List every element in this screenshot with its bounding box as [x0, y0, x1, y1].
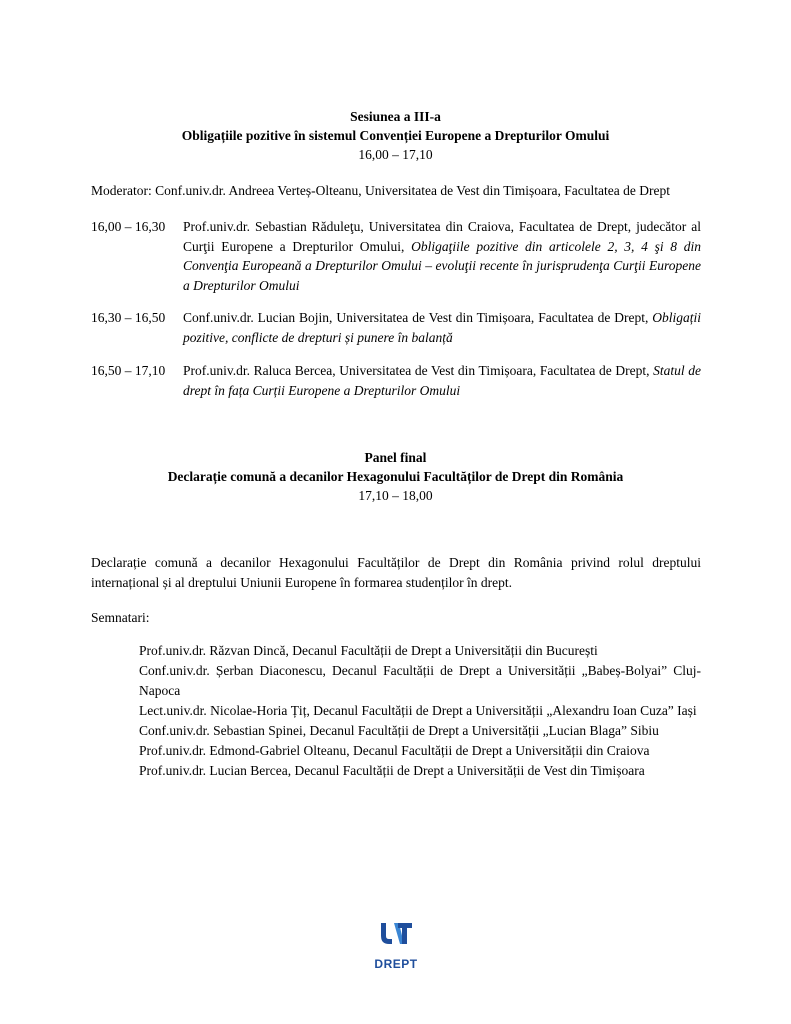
signer-item: Lect.univ.dr. Nicolae-Horia Țiț, Decanul Facultății de Drept a Universității „Alexandru Ioan Cuza” Iași: [139, 703, 697, 718]
uvt-logo-mark-icon: [372, 919, 420, 951]
panel-heading: [0, 448, 791, 505]
signer-item: Conf.univ.dr. Sebastian Spinei, Decanul Facultății de Drept a Universității „Lucian Blaga” Sibiu: [139, 723, 659, 738]
logo-text: DREPT: [374, 957, 418, 971]
talk-time: 16,50 – 17,10: [91, 363, 166, 378]
signers-list: [139, 641, 701, 781]
talk-row: [91, 308, 701, 347]
panel-subtitle: Declarație comună a decanilor Hexagonului Facultăților de Drept din România: [167, 469, 624, 484]
panel-description: Declarație comună a decanilor Hexagonului Facultăților de Drept din România privind rolul dreptului internațional și al dreptului Uniunii Europene în formarea studenților în drept.: [91, 555, 701, 590]
talk-time: 16,30 – 16,50: [91, 310, 166, 325]
talk-description: [183, 217, 701, 295]
panel-title: Panel final: [364, 450, 427, 465]
talk-title: Statul de drept în fața Curții Europene a Drepturilor Omului: [183, 363, 701, 398]
signers-label: Semnatari:: [91, 610, 150, 625]
talk-title: Obligaţiile pozitive din articolele 2, 3, 4 şi 8 din Convenţia Europeană a Drepturilor Omului – evoluţii recente în jurisprudenţa Curţii Europene a Drepturilor Omului: [183, 238, 702, 293]
talk-speaker: Prof.univ.dr. Raluca Bercea, Universitatea de Vest din Timișoara, Facultatea de Drept,: [183, 363, 654, 378]
moderator-line: Moderator: Conf.univ.dr. Andreea Verteș-Olteanu, Universitatea de Vest din Timișoara, Facultatea de Drept: [91, 183, 670, 198]
talk-description: [183, 308, 701, 347]
signer-item: Prof.univ.dr. Răzvan Dincă, Decanul Facultății de Drept a Universității din București: [139, 643, 598, 658]
session-heading: [0, 107, 791, 164]
panel-time: 17,10 – 18,00: [358, 488, 433, 503]
talk-row: [91, 361, 701, 400]
signer-item: Prof.univ.dr. Edmond-Gabriel Olteanu, Decanul Facultății de Drept a Universității din Craiova: [139, 743, 650, 758]
session-time: 16,00 – 17,10: [358, 147, 433, 162]
signer-item: Prof.univ.dr. Lucian Bercea, Decanul Facultății de Drept a Universității de Vest din Timișoara: [139, 763, 645, 778]
signer-item: Conf.univ.dr. Șerban Diaconescu, Decanul Facultății de Drept a Universității „Babeș-Bolyai” Cluj-Napoca: [139, 663, 701, 698]
uvt-drept-logo: [372, 919, 420, 971]
talk-time: 16,00 – 16,30: [91, 219, 166, 234]
session-title: Sesiunea a III-a: [350, 109, 441, 124]
talk-description: [183, 361, 701, 400]
talk-speaker: Conf.univ.dr. Lucian Bojin, Universitatea de Vest din Timișoara, Facultatea de Drept,: [183, 310, 653, 325]
talk-speaker: Prof.univ.dr. Sebastian Răduleţu, Universitatea din Craiova, Facultatea de Drept, judecător al Curţii Europene a Drepturilor Omului,: [183, 219, 701, 254]
session-subtitle: Obligațiile pozitive în sistemul Convenției Europene a Drepturilor Omului: [181, 128, 610, 143]
talk-row: [91, 217, 701, 295]
talk-title: Obligații pozitive, conflicte de drepturi și punere în balanță: [183, 310, 701, 345]
